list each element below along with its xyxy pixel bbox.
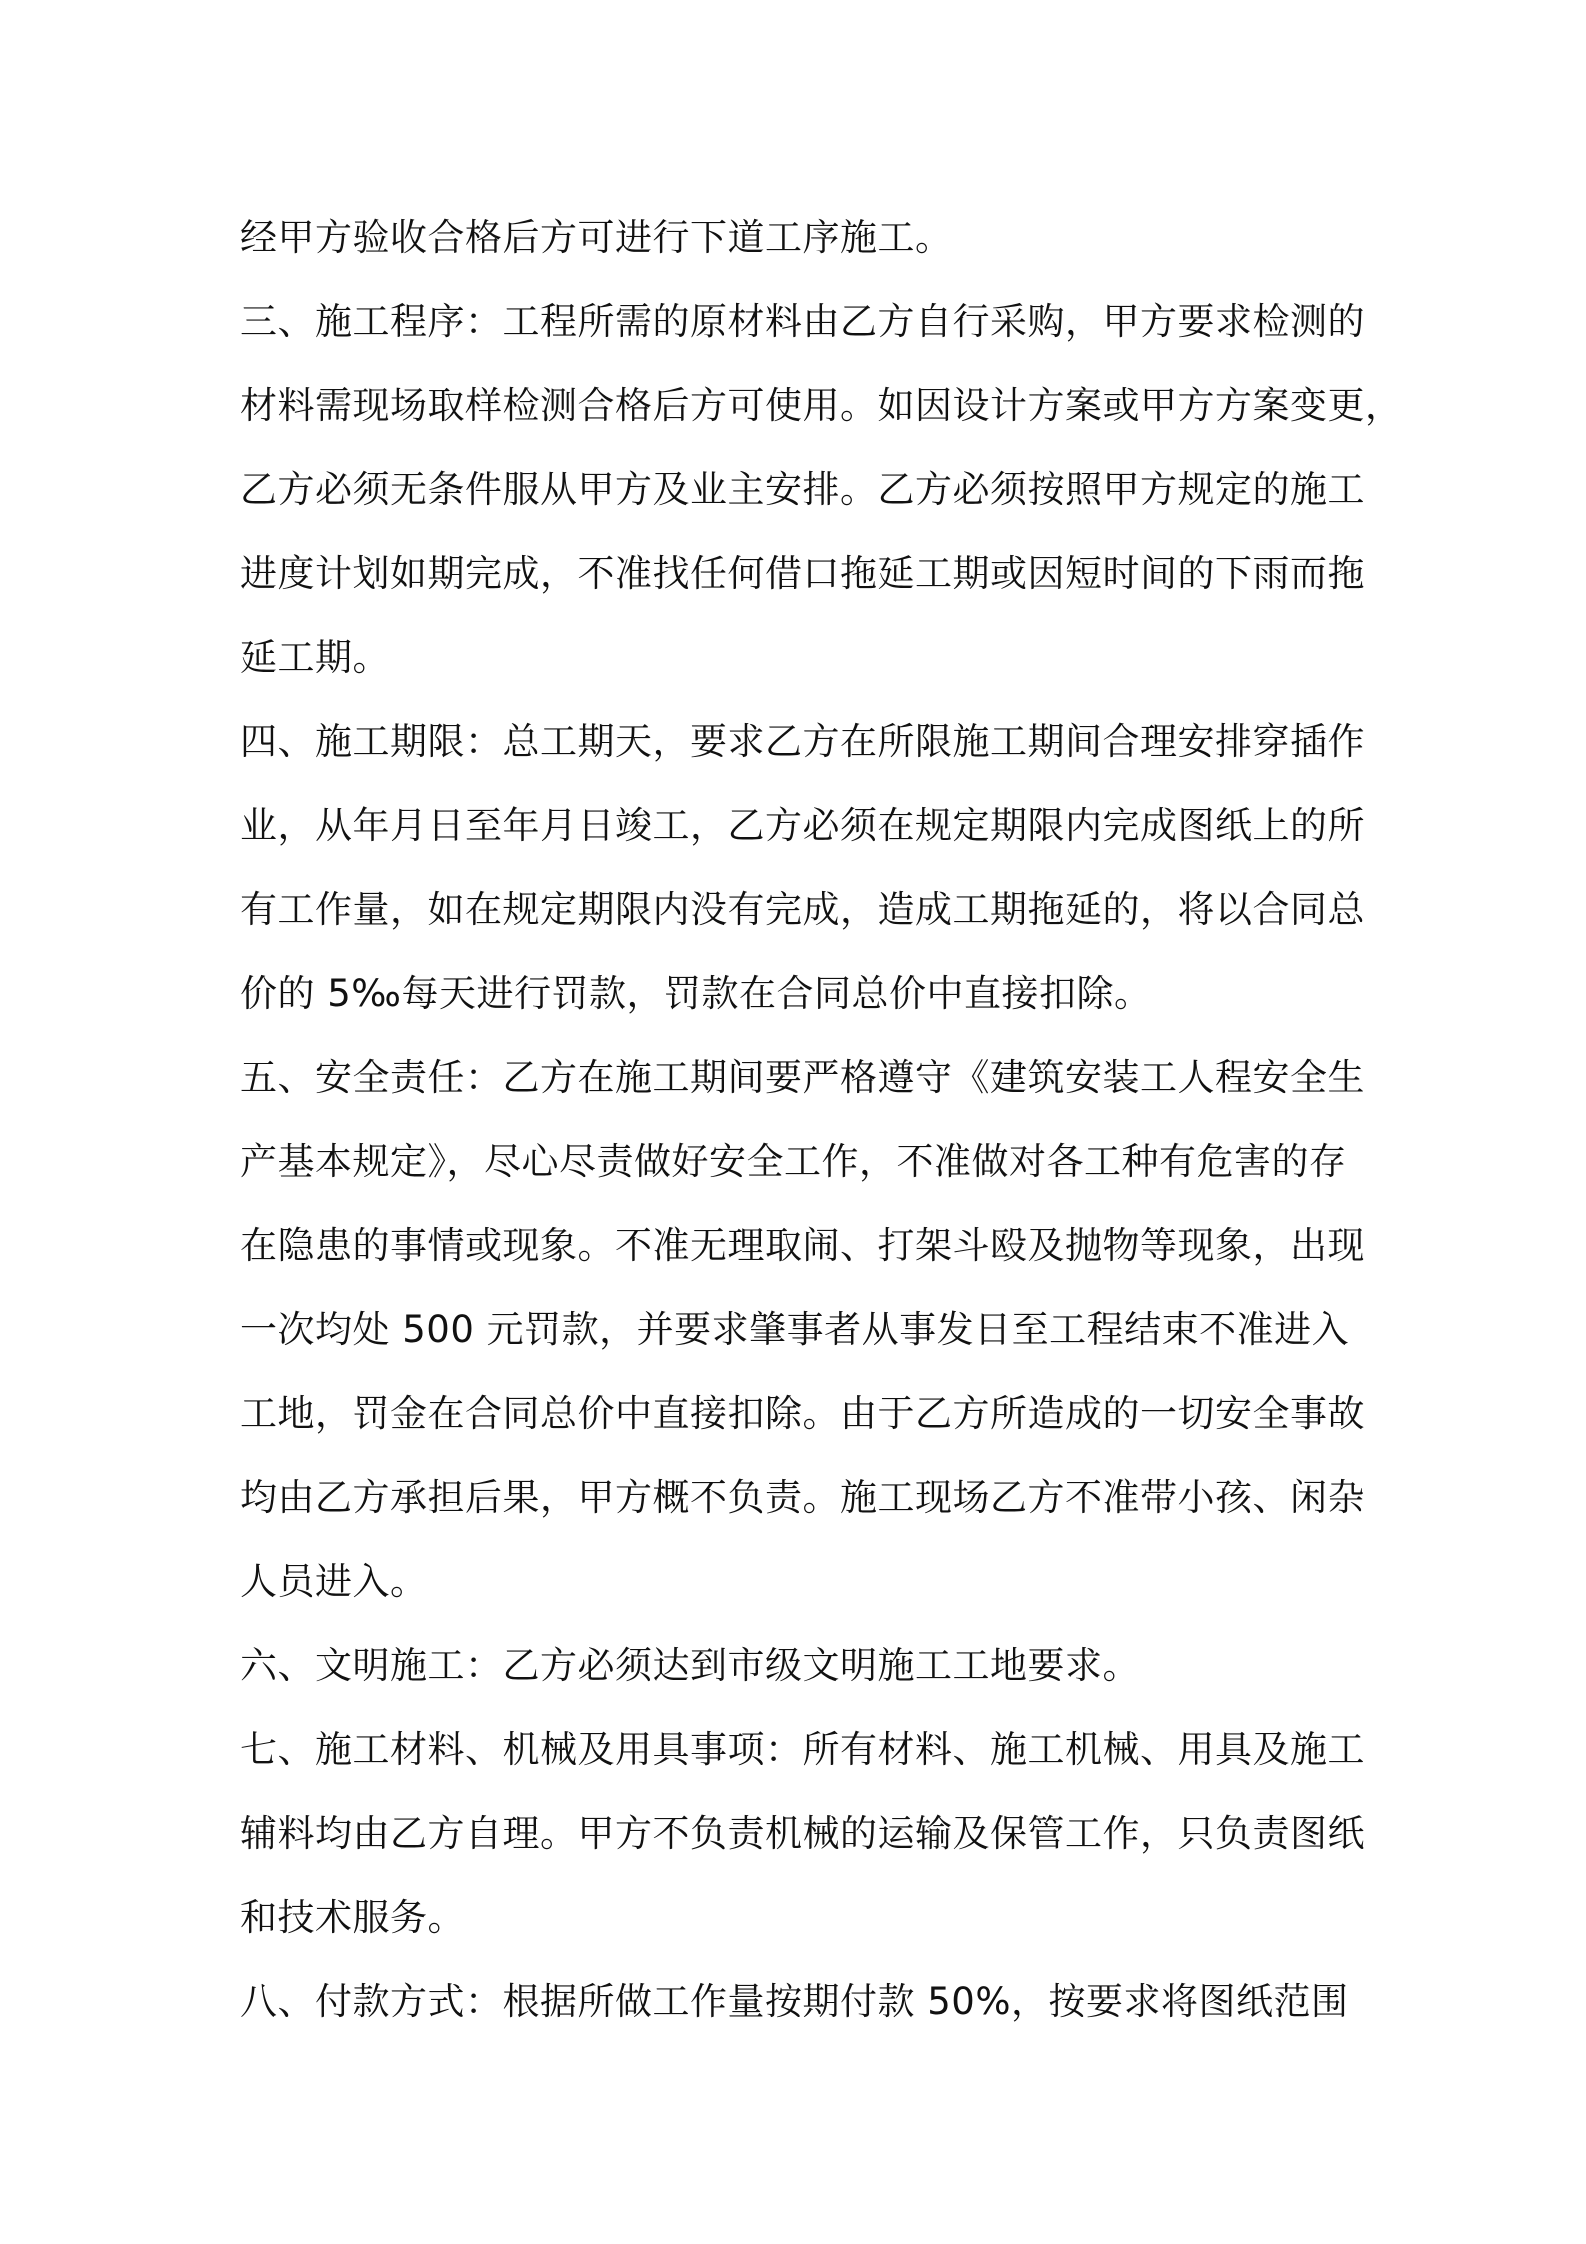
text-line: 工地，罚金在合同总价中直接扣除。由于乙方所造成的一切安全事故 [240,1392,1365,1435]
text-line: 业，从年月日至年月日竣工，乙方必须在规定期限内完成图纸上的所 [240,804,1365,847]
text-line: 六、文明施工：乙方必须达到市级文明施工工地要求。 [240,1644,1140,1687]
text-line: 乙方必须无条件服从甲方及业主安排。乙方必须按照甲方规定的施工 [240,468,1365,511]
text-line: 八、付款方式：根据所做工作量按期付款 50%，按要求将图纸范围 [240,1980,1349,2023]
text-line: 延工期。 [240,636,390,679]
text-line: 一次均处 500 元罚款，并要求肇事者从事发日至工程结束不准进入 [240,1308,1350,1351]
text-line: 和技术服务。 [240,1896,465,1939]
text-line: 均由乙方承担后果，甲方概不负责。施工现场乙方不准带小孩、闲杂 [240,1476,1365,1519]
text-line: 进度计划如期完成，不准找任何借口拖延工期或因短时间的下雨而拖 [240,552,1365,595]
text-line: 人员进入。 [240,1560,428,1603]
text-line: 产基本规定》，尽心尽责做好安全工作，不准做对各工种有危害的存 [240,1140,1347,1183]
text-line: 材料需现场取样检测合格后方可使用。如因设计方案或甲方方案变更， [240,384,1403,427]
text-line: 五、安全责任：乙方在施工期间要严格遵守《建筑安装工人程安全生 [240,1056,1365,1099]
text-line: 有工作量，如在规定期限内没有完成，造成工期拖延的，将以合同总 [240,888,1365,931]
text-line: 四、施工期限：总工期天，要求乙方在所限施工期间合理安排穿插作 [240,720,1365,763]
text-line: 七、施工材料、机械及用具事项：所有材料、施工机械、用具及施工 [240,1728,1365,1771]
text-line: 在隐患的事情或现象。不准无理取闹、打架斗殴及抛物等现象，出现 [240,1224,1365,1267]
text-line: 三、施工程序：工程所需的原材料由乙方自行采购，甲方要求检测的 [240,300,1365,343]
document-body [240,196,1403,2044]
text-line: 辅料均由乙方自理。甲方不负责机械的运输及保管工作，只负责图纸 [240,1812,1365,1855]
text-line: 经甲方验收合格后方可进行下道工序施工。 [240,216,953,259]
text-line: 价的 5‰每天进行罚款，罚款在合同总价中直接扣除。 [240,972,1152,1015]
